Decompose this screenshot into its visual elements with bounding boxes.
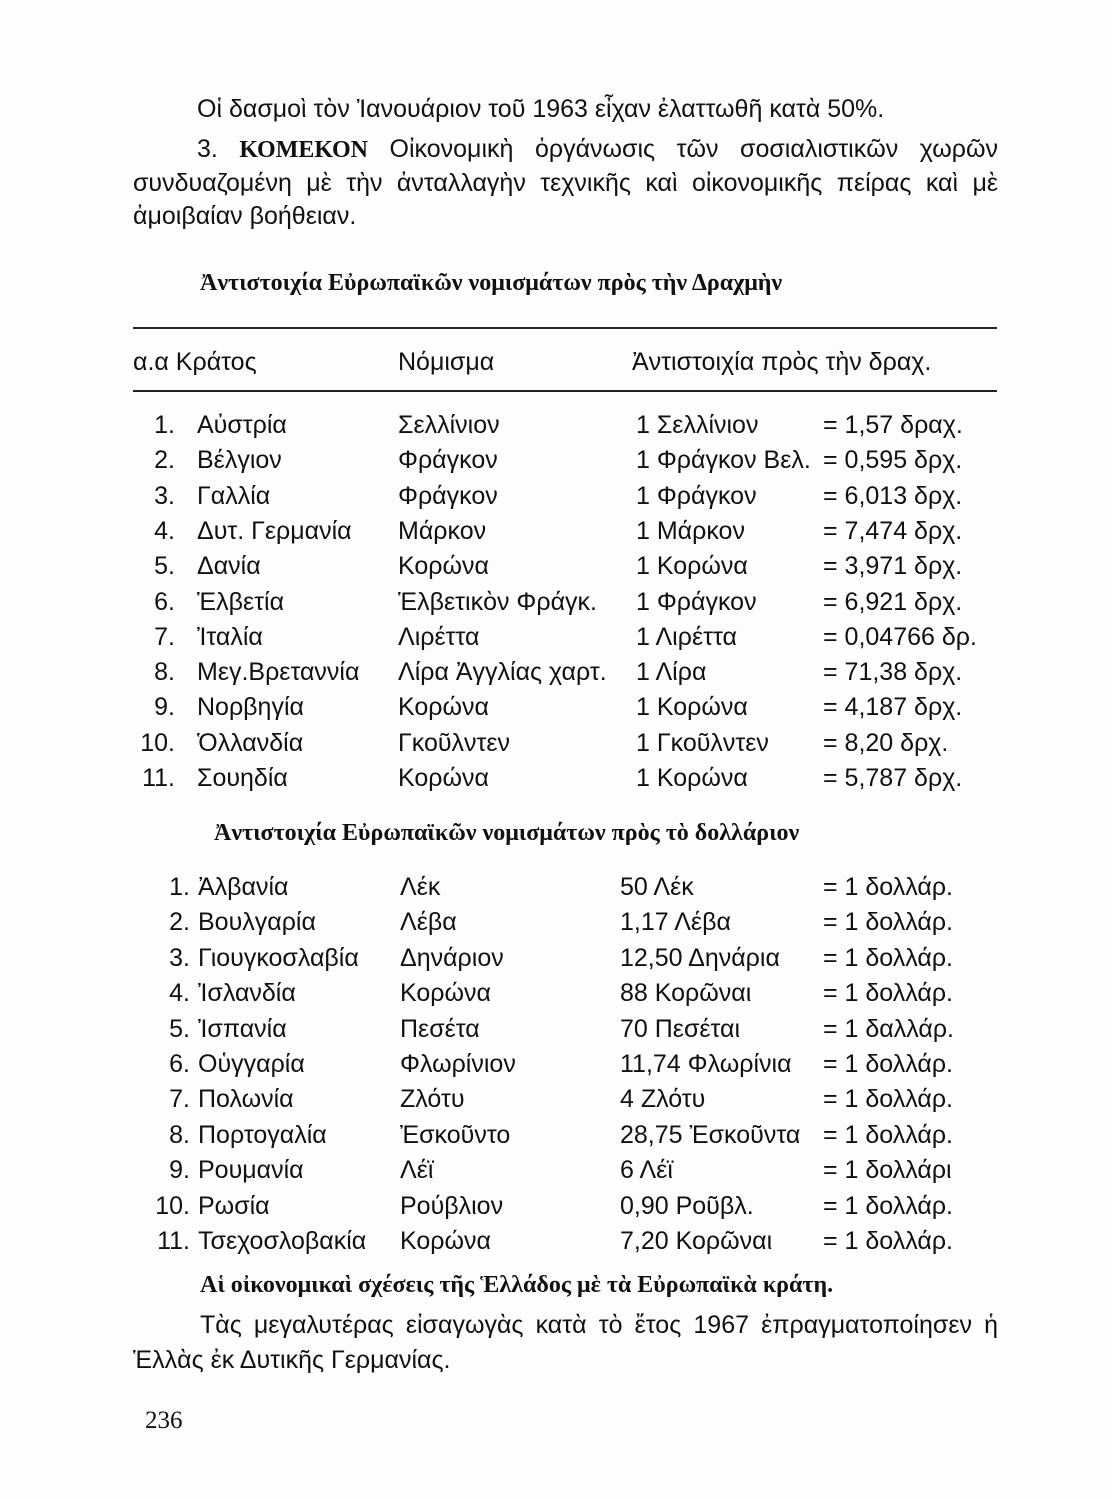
row-number: 2.: [169, 908, 190, 937]
row-value: = 0,04766 δρ.: [823, 622, 977, 651]
row-number: 7.: [169, 1085, 190, 1114]
row-number: 6.: [154, 587, 175, 616]
table-row: [0, 1012, 1113, 1046]
header-country: α.α Κράτος: [133, 348, 257, 376]
row-unit: 1 Λιρέττα: [636, 622, 737, 651]
row-currency: Κορώνα: [400, 979, 491, 1008]
row-number: 1.: [169, 873, 190, 901]
row-currency: Ἐσκοῦντο: [400, 1120, 511, 1149]
row-value: = 1 δολλάρ.: [823, 1120, 953, 1149]
row-amount: 28,75 Ἐσκοῦντα: [620, 1120, 801, 1149]
table-row: [0, 870, 1113, 904]
row-unit: 1 Σελλίνιον: [636, 411, 759, 439]
row-country: Τσεχοσλοβακία: [198, 1227, 367, 1255]
row-currency: Γκοῦλντεν: [398, 728, 511, 757]
row-country: Ρουμανία: [198, 1156, 304, 1185]
table-row: [0, 941, 1113, 975]
row-currency: Κορώνα: [398, 693, 489, 722]
row-currency: Φράγκον: [398, 481, 498, 510]
row-country: Πολωνία: [198, 1085, 294, 1114]
row-number: 10.: [155, 1191, 190, 1220]
row-currency: Μάρκον: [398, 516, 487, 545]
row-country: Δανία: [197, 552, 261, 581]
row-number: 8.: [169, 1120, 190, 1149]
row-unit: 1 Φράγκον Βελ.: [636, 446, 811, 475]
row-currency: Λέκ: [400, 873, 441, 901]
row-country: Ὁλλανδία: [197, 728, 304, 757]
row-unit: 1 Κορώνα: [636, 552, 748, 581]
row-amount: 7,20 Κορῶναι: [620, 1227, 773, 1255]
row-number: 4.: [154, 516, 175, 545]
row-number: 3.: [169, 943, 190, 972]
row-value: = 8,20 δρχ.: [823, 728, 949, 757]
row-amount: 12,50 Δηνάρια: [620, 943, 780, 972]
table-header-rule: [133, 390, 997, 392]
row-number: 5.: [169, 1014, 190, 1043]
row-number: 11.: [157, 1227, 190, 1255]
row-number: 7.: [154, 622, 175, 651]
row-number: 9.: [169, 1156, 190, 1185]
row-currency: Λέβα: [400, 908, 457, 937]
row-number: 6.: [169, 1050, 190, 1078]
page-number: 236: [145, 1407, 183, 1434]
row-value: = 5,787 δρχ.: [823, 764, 963, 792]
row-amount: 4 Ζλότυ: [620, 1085, 706, 1114]
row-value: = 1 δολλάρ.: [823, 1227, 953, 1255]
row-country: Ἰσλανδία: [198, 979, 296, 1008]
table-row: [0, 1224, 1113, 1258]
row-value: = 7,474 δρχ.: [823, 516, 963, 545]
row-country: Ἀλβανία: [198, 873, 289, 901]
row-number: 10.: [140, 728, 175, 757]
row-country: Ἰσπανία: [198, 1014, 287, 1043]
row-value: = 1 δολλάρ.: [823, 908, 953, 937]
row-unit: 1 Λίρα: [636, 658, 707, 687]
drachma-table-header: [0, 345, 1113, 379]
row-currency: Ἑλβετικὸν Φράγκ.: [398, 587, 597, 616]
row-value: = 1 δολλάρι: [823, 1156, 952, 1185]
row-country: Βέλγιον: [197, 446, 282, 475]
row-country: Νορβηγία: [197, 693, 304, 722]
row-number: 8.: [154, 658, 175, 687]
row-currency: Κορώνα: [398, 552, 489, 581]
row-amount: 6 Λέϊ: [620, 1156, 673, 1185]
komekon-number: 3.: [197, 135, 240, 163]
row-value: = 3,971 δρχ.: [823, 552, 963, 581]
table-top-rule: [133, 327, 997, 329]
row-country: Γιουγκοσλαβία: [198, 943, 359, 972]
table-row: [0, 479, 1113, 513]
intro-line: Οἱ δασμοὶ τὸν Ἰανουάριον τοῦ 1963 εἶχαν ἐλαττωθῆ κατὰ 50%.: [197, 95, 885, 123]
row-currency: Λίρα Ἀγγλίας χαρτ.: [398, 658, 607, 687]
drachma-table-title: Ἀντιστοιχία Εὐρωπαϊκῶν νομισμάτων πρὸς τὴν Δραχμὴν: [200, 270, 783, 296]
table-row: [0, 443, 1113, 477]
row-value: = 4,187 δρχ.: [823, 693, 963, 722]
row-currency: Πεσέτα: [400, 1014, 480, 1043]
dollar-table-title: Ἀντιστοιχία Εὐρωπαϊκῶν νομισμάτων πρὸς τὸ δολλάριον: [214, 820, 800, 846]
komekon-paragraph: [133, 133, 998, 233]
komekon-term: ΚΟΜΕΚΟΝ: [239, 137, 368, 163]
row-amount: 11,74 Φλωρίνια: [620, 1050, 792, 1078]
table-row: [0, 1153, 1113, 1187]
row-unit: 1 Κορώνα: [636, 764, 748, 792]
row-value: = 0,595 δρχ.: [823, 446, 963, 475]
row-value: = 1 δολλάρ.: [823, 1191, 953, 1220]
row-currency: Κορώνα: [398, 764, 489, 792]
table-row: [0, 1118, 1113, 1152]
row-country: Ἰταλία: [197, 622, 263, 651]
row-currency: Κορώνα: [400, 1227, 491, 1255]
row-currency: Ζλότυ: [400, 1085, 465, 1114]
row-value: = 1 δολλάρ.: [823, 873, 953, 901]
row-unit: 1 Μάρκον: [636, 516, 745, 545]
row-unit: 1 Φράγκον: [636, 587, 757, 616]
row-country: Ρωσία: [198, 1191, 270, 1220]
row-value: = 71,38 δρχ.: [823, 658, 963, 687]
row-country: Ἑλβετία: [197, 587, 285, 616]
row-unit: 1 Φράγκον: [636, 481, 757, 510]
row-country: Γαλλία: [197, 481, 271, 510]
relations-text: Τὰς μεγαλυτέρας εἰσαγωγὰς κατὰ τὸ ἔτος 1967 ἐπραγματοποίησεν ἡ Ἑλλὰς ἐκ Δυτικῆς Γερμανίας.: [133, 1311, 998, 1374]
row-number: 3.: [154, 481, 175, 510]
row-value: = 6,013 δρχ.: [823, 481, 963, 510]
row-country: Οὑγγαρία: [198, 1050, 305, 1078]
row-currency: Λιρέττα: [398, 622, 480, 651]
row-country: Σουηδία: [197, 764, 288, 792]
table-row: [0, 549, 1113, 583]
table-row: [0, 620, 1113, 654]
row-number: 2.: [154, 446, 175, 475]
row-amount: 0,90 Ροῦβλ.: [620, 1191, 754, 1220]
row-value: = 1,57 δραχ.: [823, 411, 963, 439]
row-country: Πορτογαλία: [198, 1120, 327, 1149]
table-row: [0, 514, 1113, 548]
row-country: Αὐστρία: [197, 411, 287, 439]
komekon-description: Οἰκονομικὴ ὀργάνωσις τῶν σοσιαλιστικῶν χωρῶν συνδυαζομένη μὲ τὴν ἀνταλλαγὴν τεχνικῆς καὶ οἰκονομικῆς πείρας καὶ μὲ ἀμοιβαίαν βοήθειαν.: [133, 135, 998, 230]
table-row: [0, 1189, 1113, 1223]
row-value: = 1 δαλλάρ.: [823, 1014, 955, 1043]
row-value: = 1 δολλάρ.: [823, 979, 953, 1008]
table-row: [0, 1047, 1113, 1081]
row-country: Βουλγαρία: [198, 908, 316, 937]
row-number: 9.: [154, 693, 175, 722]
row-number: 1.: [154, 411, 175, 439]
row-number: 11.: [142, 764, 175, 792]
table-row: [0, 585, 1113, 619]
row-amount: 70 Πεσέται: [620, 1014, 741, 1043]
table-row: [0, 761, 1113, 795]
table-row: [0, 726, 1113, 760]
row-currency: Λέϊ: [400, 1156, 434, 1185]
table-row: [0, 905, 1113, 939]
row-number: 4.: [169, 979, 190, 1008]
row-unit: 1 Γκοῦλντεν: [636, 728, 769, 757]
row-number: 5.: [154, 552, 175, 581]
table-row: [0, 1082, 1113, 1116]
row-currency: Φράγκον: [398, 446, 498, 475]
row-country: Δυτ. Γερμανία: [197, 516, 352, 545]
row-value: = 1 δολλάρ.: [823, 943, 953, 972]
row-currency: Δηνάριον: [400, 943, 504, 972]
row-unit: 1 Κορώνα: [636, 693, 748, 722]
row-currency: Σελλίνιον: [398, 411, 500, 439]
row-amount: 50 Λέκ: [620, 873, 694, 901]
row-amount: 88 Κορῶναι: [620, 979, 752, 1008]
table-row: [0, 690, 1113, 724]
row-value: = 6,921 δρχ.: [823, 587, 963, 616]
header-equivalence: Ἀντιστοιχία πρὸς τὴν δραχ.: [632, 348, 932, 376]
table-row: [0, 408, 1113, 442]
row-value: = 1 δολλάρ.: [823, 1050, 953, 1078]
row-amount: 1,17 Λέβα: [620, 908, 731, 937]
row-currency: Ρούβλιον: [400, 1191, 504, 1220]
row-value: = 1 δολλάρ.: [823, 1085, 953, 1114]
row-country: Μεγ.Βρεταννία: [197, 658, 360, 687]
table-row: [0, 976, 1113, 1010]
row-currency: Φλωρίνιον: [400, 1050, 516, 1078]
table-row: [0, 655, 1113, 689]
relations-heading: Αἱ οἰκονομικαὶ σχέσεις τῆς Ἑλλάδος μὲ τὰ Εὐρωπαϊκὰ κράτη.: [200, 1272, 834, 1298]
header-currency: Νόμισμα: [398, 348, 495, 376]
